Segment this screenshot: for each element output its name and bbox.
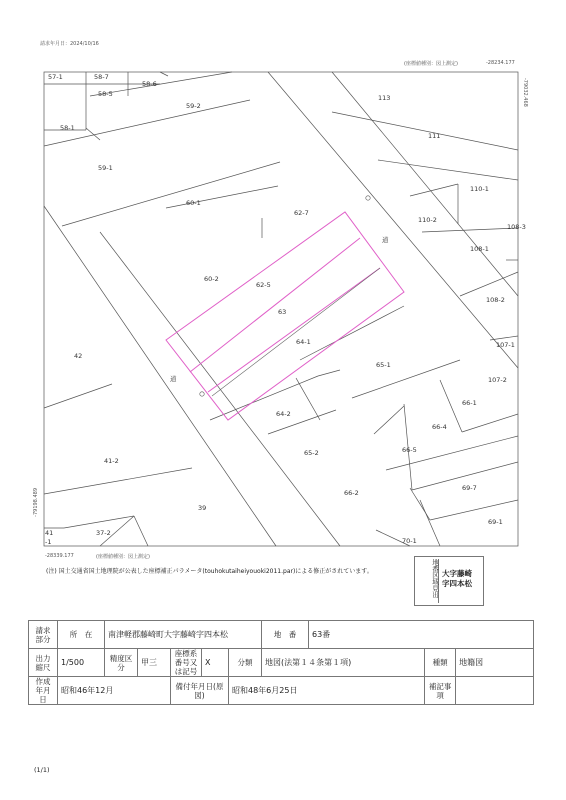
parcel-label: 110-1 <box>470 185 489 193</box>
classification-label: 分類 <box>229 649 262 677</box>
parcel-label: 58-5 <box>98 90 113 98</box>
location-heading-line1: 大字藤崎 <box>442 569 472 578</box>
lot-value: 63番 <box>309 621 534 649</box>
page-number: (1/1) <box>34 766 50 774</box>
location-heading-caption: 地番区域見出 <box>417 559 439 603</box>
parcel-label: 60-1 <box>186 199 201 207</box>
parcel-label: 62-7 <box>294 209 309 217</box>
parcel-label: 59-2 <box>186 102 201 110</box>
control-point-lower <box>200 392 204 396</box>
parcel-label: 66-2 <box>344 489 359 497</box>
control-point-upper <box>366 196 370 200</box>
created-label: 作成年月日 <box>29 677 58 705</box>
parcel-label: 66-4 <box>432 423 447 431</box>
parcel-label: 57-1 <box>48 73 63 81</box>
parcel-label: 65-1 <box>376 361 391 369</box>
target-inner-lines <box>212 268 380 396</box>
parcel-label: 59-1 <box>98 164 113 172</box>
info-table <box>28 620 534 705</box>
parcel-label: 60-2 <box>204 275 219 283</box>
info-row-dates <box>29 677 534 705</box>
info-row-location <box>29 621 534 649</box>
coord-top-right: -28234.177 <box>486 60 515 66</box>
parcel-label: 37-2 <box>96 529 111 537</box>
parcel-label: 108-1 <box>470 245 489 253</box>
remarks-label: 補記事項 <box>425 677 456 705</box>
parcel-label: 66-5 <box>402 446 417 454</box>
parcel-label: 107-1 <box>496 341 515 349</box>
parcel-label: 道 <box>170 375 177 383</box>
info-row-scale <box>29 649 534 677</box>
coord-system-value: X <box>202 649 229 677</box>
created-value: 昭和46年12月 <box>58 677 171 705</box>
parcel-label: 70-1 <box>402 537 417 545</box>
parcel-label: 58-6 <box>142 80 157 88</box>
issue-date: 請求年月日：2024/10/16 <box>40 41 99 47</box>
parcel-label: 64-2 <box>276 410 291 418</box>
parcel-label: 41 <box>45 529 54 537</box>
parcel-label: 64-1 <box>296 338 311 346</box>
coord-system-label: 座標系番号又は記号 <box>171 649 202 677</box>
parcel-label: 69-7 <box>462 484 477 492</box>
classification-value: 地図(法第１４条第１項) <box>262 649 425 677</box>
parcel-label: 41-2 <box>104 457 119 465</box>
location-heading-box <box>414 556 484 606</box>
parcel-label: 66-1 <box>462 399 477 407</box>
target-parcel-outline <box>166 212 404 420</box>
kind-label: 種類 <box>425 649 456 677</box>
coord-bottom-left: -28339.177 <box>45 553 74 559</box>
coord-left-vertical: -79198.489 <box>33 488 39 517</box>
parcel-label: 113 <box>378 94 391 102</box>
remarks-value <box>456 677 534 705</box>
location-label: 所 在 <box>58 621 105 649</box>
scale-value: 1/500 <box>58 649 105 677</box>
kind-value: 地籍図 <box>456 649 534 677</box>
parcel-label: 63 <box>278 308 287 316</box>
parcel-label: 58-7 <box>94 73 109 81</box>
coord-note-bottom: (座標値種別：図上測定) <box>96 554 150 560</box>
location-heading-value <box>442 569 472 589</box>
parcel-label: 110-2 <box>418 216 437 224</box>
parcel-label: 道 <box>382 236 389 244</box>
scale-label: 出力縮尺 <box>29 649 58 677</box>
parcel-label: 107-2 <box>488 376 507 384</box>
parcel-label: 108-3 <box>507 223 526 231</box>
correction-note: (注) 国土交通省国土地理院が公表した座標補正パラメータ(touhokutaiheiyouoki2011.par)による修正がされています。 <box>46 568 373 575</box>
coord-right-vertical: -79032.468 <box>522 78 528 107</box>
parcel-label: 62-5 <box>256 281 271 289</box>
parcel-label: 69-1 <box>488 518 503 526</box>
precision-label: 精度区分 <box>105 649 138 677</box>
parcel-label: 108-2 <box>486 296 505 304</box>
location-value: 南津軽郡藤崎町大字藤崎字四本松 <box>105 621 262 649</box>
parcel-label: 65-2 <box>304 449 319 457</box>
coord-note-top: (座標値種別：図上測定) <box>404 61 458 67</box>
parcel-label: 42 <box>74 352 83 360</box>
lot-label: 地 番 <box>262 621 309 649</box>
precision-value: 甲三 <box>138 649 171 677</box>
parcel-label: -1 <box>45 538 52 546</box>
recorded-label: 備付年月日(原図) <box>171 677 229 705</box>
parcel-label: 111 <box>428 132 441 140</box>
parcel-label: 58-1 <box>60 124 75 132</box>
parcel-label: 39 <box>198 504 207 512</box>
location-heading-line2: 字四本松 <box>442 579 472 588</box>
recorded-value: 昭和48年6月25日 <box>229 677 425 705</box>
applicant-label: 請求部分 <box>29 621 58 649</box>
